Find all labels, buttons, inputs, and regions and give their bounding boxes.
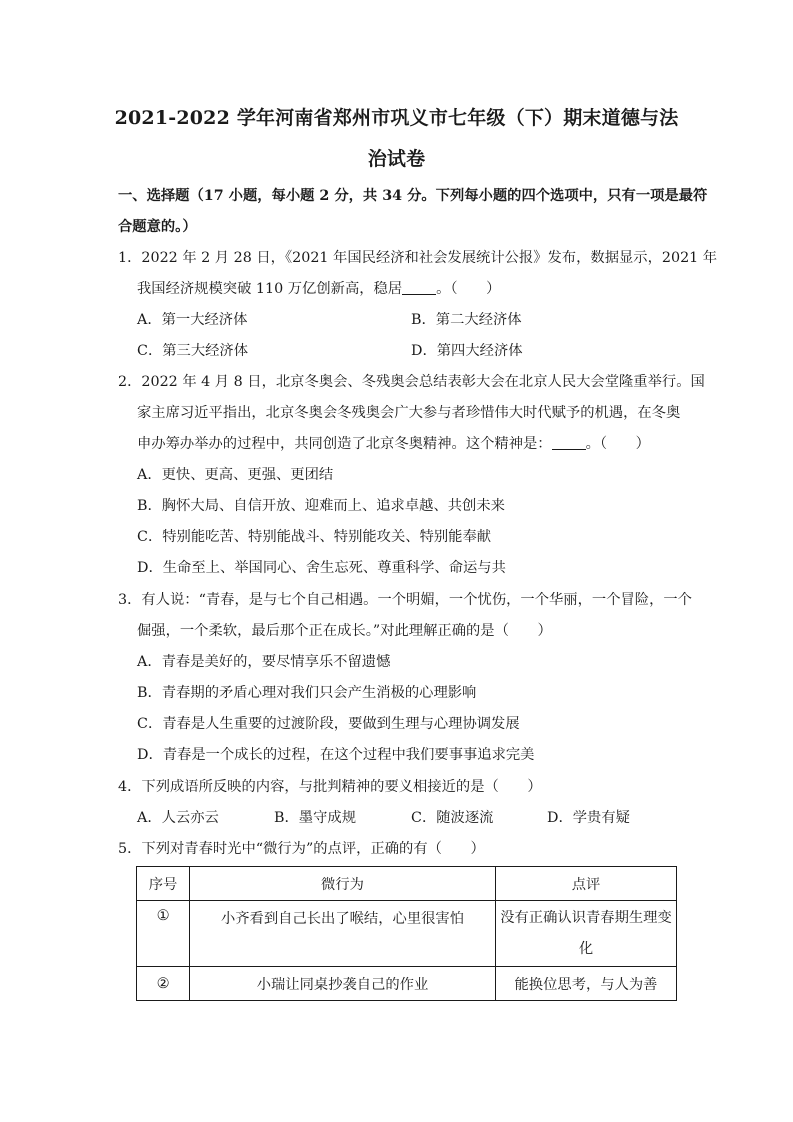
q3-stem-line-2: 倔强，一个柔软，最后那个正在成长。”对此理解正确的是（ ） bbox=[137, 623, 552, 639]
table-cell: 小齐看到自己长出了喉结，心里很害怕 bbox=[190, 901, 496, 967]
q4-option-d: D．学贵有疑 bbox=[547, 810, 630, 826]
q3-stem-line-1: 3．有人说：“青春，是与七个自己相遇。一个明媚，一个忧伤，一个华丽，一个冒险，一个 bbox=[118, 592, 692, 608]
q1-option-c: C．第三大经济体 bbox=[137, 343, 249, 359]
table-cell: ② bbox=[137, 967, 190, 1001]
q4-option-b: B．墨守成规 bbox=[274, 810, 356, 826]
table-header-row bbox=[137, 867, 677, 901]
micro-behavior-table bbox=[136, 866, 677, 1001]
table-row bbox=[137, 901, 677, 967]
q2-option-b: B．胸怀大局、自信开放、迎难而上、追求卓越、共创未来 bbox=[137, 498, 505, 514]
q2-option-c: C．特别能吃苦、特别能战斗、特别能攻关、特别能奉献 bbox=[137, 529, 492, 545]
q2-stem-line-1: 2．2022 年 4 月 8 日，北京冬奥会、冬残奥会总结表彰大会在北京人民大会堂隆重举行。国 bbox=[118, 374, 705, 390]
q4-stem-line-1: 4．下列成语所反映的内容，与批判精神的要义相接近的是（ ） bbox=[118, 779, 542, 795]
q4-option-a: A．人云亦云 bbox=[137, 810, 219, 826]
table-header-cell: 微行为 bbox=[190, 867, 496, 901]
table-cell: ① bbox=[137, 901, 190, 967]
q1-option-b: B．第二大经济体 bbox=[411, 312, 522, 328]
q3-option-b: B．青春期的矛盾心理对我们只会产生消极的心理影响 bbox=[137, 685, 477, 701]
exam-title-line-1: 2021-2022 学年河南省郑州市巩义市七年级（下）期末道德与法 bbox=[114, 107, 679, 129]
q1-option-a: A．第一大经济体 bbox=[137, 312, 248, 328]
section-instruction-line-1: 一、选择题（17 小题，每小题 2 分，共 34 分。下列每小题的四个选项中，只有一项是最符 bbox=[118, 188, 708, 204]
answer-blank bbox=[402, 280, 436, 295]
exam-title-line-2: 治试卷 bbox=[367, 148, 426, 170]
table-row bbox=[137, 967, 677, 1001]
table-cell-line: 没有正确认识青春期生理变 bbox=[500, 909, 672, 926]
table-cell-line: 化 bbox=[578, 940, 594, 957]
q4-option-c: C．随波逐流 bbox=[411, 810, 494, 826]
table-cell: 小瑞让同桌抄袭自己的作业 bbox=[190, 967, 496, 1001]
q2-option-d: D．生命至上、举国同心、舍生忘死、尊重科学、命运与共 bbox=[137, 560, 506, 576]
table-header-cell: 点评 bbox=[496, 867, 677, 901]
q2-stem-line-2: 家主席习近平指出，北京冬奥会冬残奥会广大参与者珍惜伟大时代赋予的机遇，在冬奥 bbox=[137, 405, 681, 421]
q5-stem-line-1: 5．下列对青春时光中“微行为”的点评，正确的有（ ） bbox=[118, 841, 485, 857]
table-cell: 能换位思考，与人为善 bbox=[496, 967, 677, 1001]
q1-option-d: D．第四大经济体 bbox=[411, 343, 523, 359]
q3-option-d: D．青春是一个成长的过程，在这个过程中我们要事事追求完美 bbox=[137, 747, 535, 763]
q2-option-a: A．更快、更高、更强、更团结 bbox=[137, 467, 334, 483]
q3-option-a: A．青春是美好的，要尽情享乐不留遗憾 bbox=[137, 654, 391, 670]
q1-stem-line-1: 1．2022 年 2 月 28 日，《2021 年国民经济和社会发展统计公报》发布，数据显示，2021 年 bbox=[118, 250, 718, 266]
answer-blank bbox=[552, 435, 586, 450]
q1-stem-line-2: 我国经济规模突破 110 万亿创新高，稳居 。（ ） bbox=[137, 281, 501, 297]
section-instruction-line-2: 合题意的。） bbox=[118, 219, 197, 235]
table-cell bbox=[496, 901, 677, 967]
table-header-cell: 序号 bbox=[137, 867, 190, 901]
q2-stem-line-3: 申办筹办举办的过程中，共同创造了北京冬奥精神。这个精神是： 。（ ） bbox=[137, 436, 650, 452]
q3-option-c: C．青春是人生重要的过渡阶段，要做到生理与心理协调发展 bbox=[137, 716, 520, 732]
